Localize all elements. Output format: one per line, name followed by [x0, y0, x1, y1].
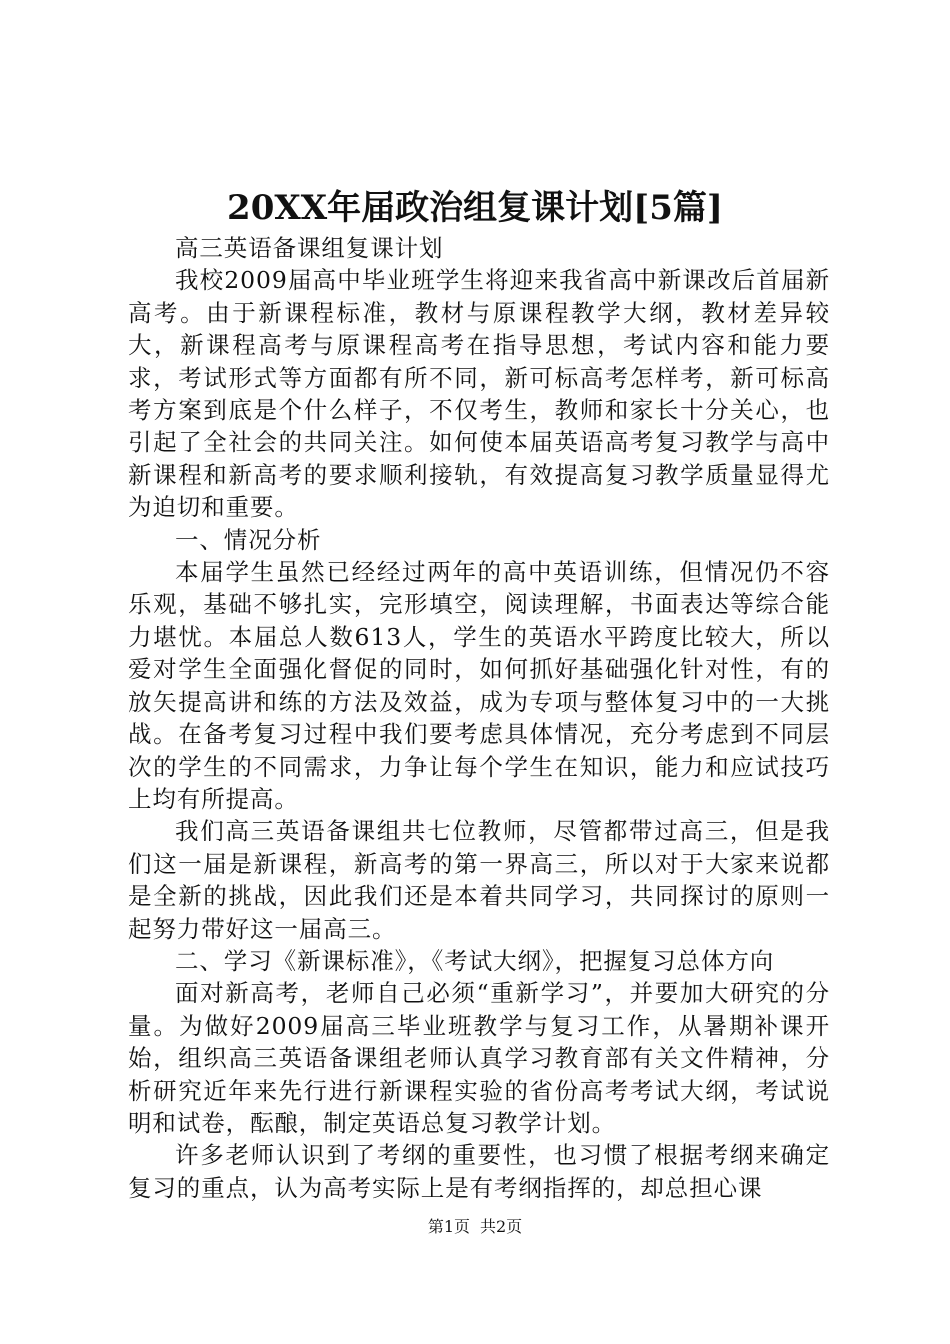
paragraph-subtitle: 高三英语备课组复课计划	[175, 234, 444, 262]
paragraph: 许多老师认识到了考纲的重要性，也习惯了根据考纲来确定复习的重点，认为高考实际上是有考纲指挥的，却总担心课	[128, 1141, 830, 1202]
document-body	[128, 232, 830, 1204]
page-total: 共2页	[480, 1217, 523, 1236]
paragraph: 本届学生虽然已经经过两年的高中英语训练，但情况仍不容乐观，基础不够扎实，完形填空，阅读理解，书面表达等综合能力堪忧。本届总人数613人，学生的英语水平跨度比较大，所以爱对学生全面强化督促的同时，如何抓好基础强化针对性，有的放矢提高讲和练的方法及效益，成为专项与整体复习中的一大挑战。在备考复习过程中我们要考虑具体情况，充分考虑到不同层次的学生的不同需求，力争让每个学生在知识，能力和应试技巧上均有所提高。	[128, 558, 830, 813]
page-number: 第1页	[427, 1217, 470, 1236]
document-title: 20XX年届政治组复课计划[5篇]	[227, 188, 723, 228]
paragraph: 面对新高考，老师自己必须“重新学习”，并要加大研究的分量。为做好2009届高三毕业班教学与复习工作，从暑期补课开始，组织高三英语备课组老师认真学习教育部有关文件精神，分析研究近年来先行进行新课程实验的省份高考考试大纲，考试说明和试卷，酝酿，制定英语总复习教学计划。	[128, 979, 830, 1137]
page-footer	[0, 1216, 950, 1238]
section-heading: 一、情况分析	[175, 525, 322, 554]
paragraph: 我们高三英语备课组共七位教师，尽管都带过高三，但是我们这一届是新课程，新高考的第一界高三，所以对于大家来说都是全新的挑战，因此我们还是本着共同学习，共同探讨的原则一起努力带好这一届高三。	[128, 817, 830, 943]
paragraph: 我校2009届高中毕业班学生将迎来我省高中新课改后首届新高考。由于新课程标准，教材与原课程教学大纲，教材差异较大，新课程高考与原课程高考在指导思想，考试内容和能力要求，考试形式等方面都有所不同，新可标高考怎样考，新可标高考方案到底是个什么样子，不仅考生，教师和家长十分关心，也引起了全社会的共同关注。如何使本届英语高考复习教学与高中新课程和新高考的要求顺利接轨，有效提高复习教学质量显得尤为迫切和重要。	[128, 266, 830, 522]
section-heading: 二、学习《新课标准》，《考试大纲》，把握复习总体方向	[175, 946, 775, 975]
